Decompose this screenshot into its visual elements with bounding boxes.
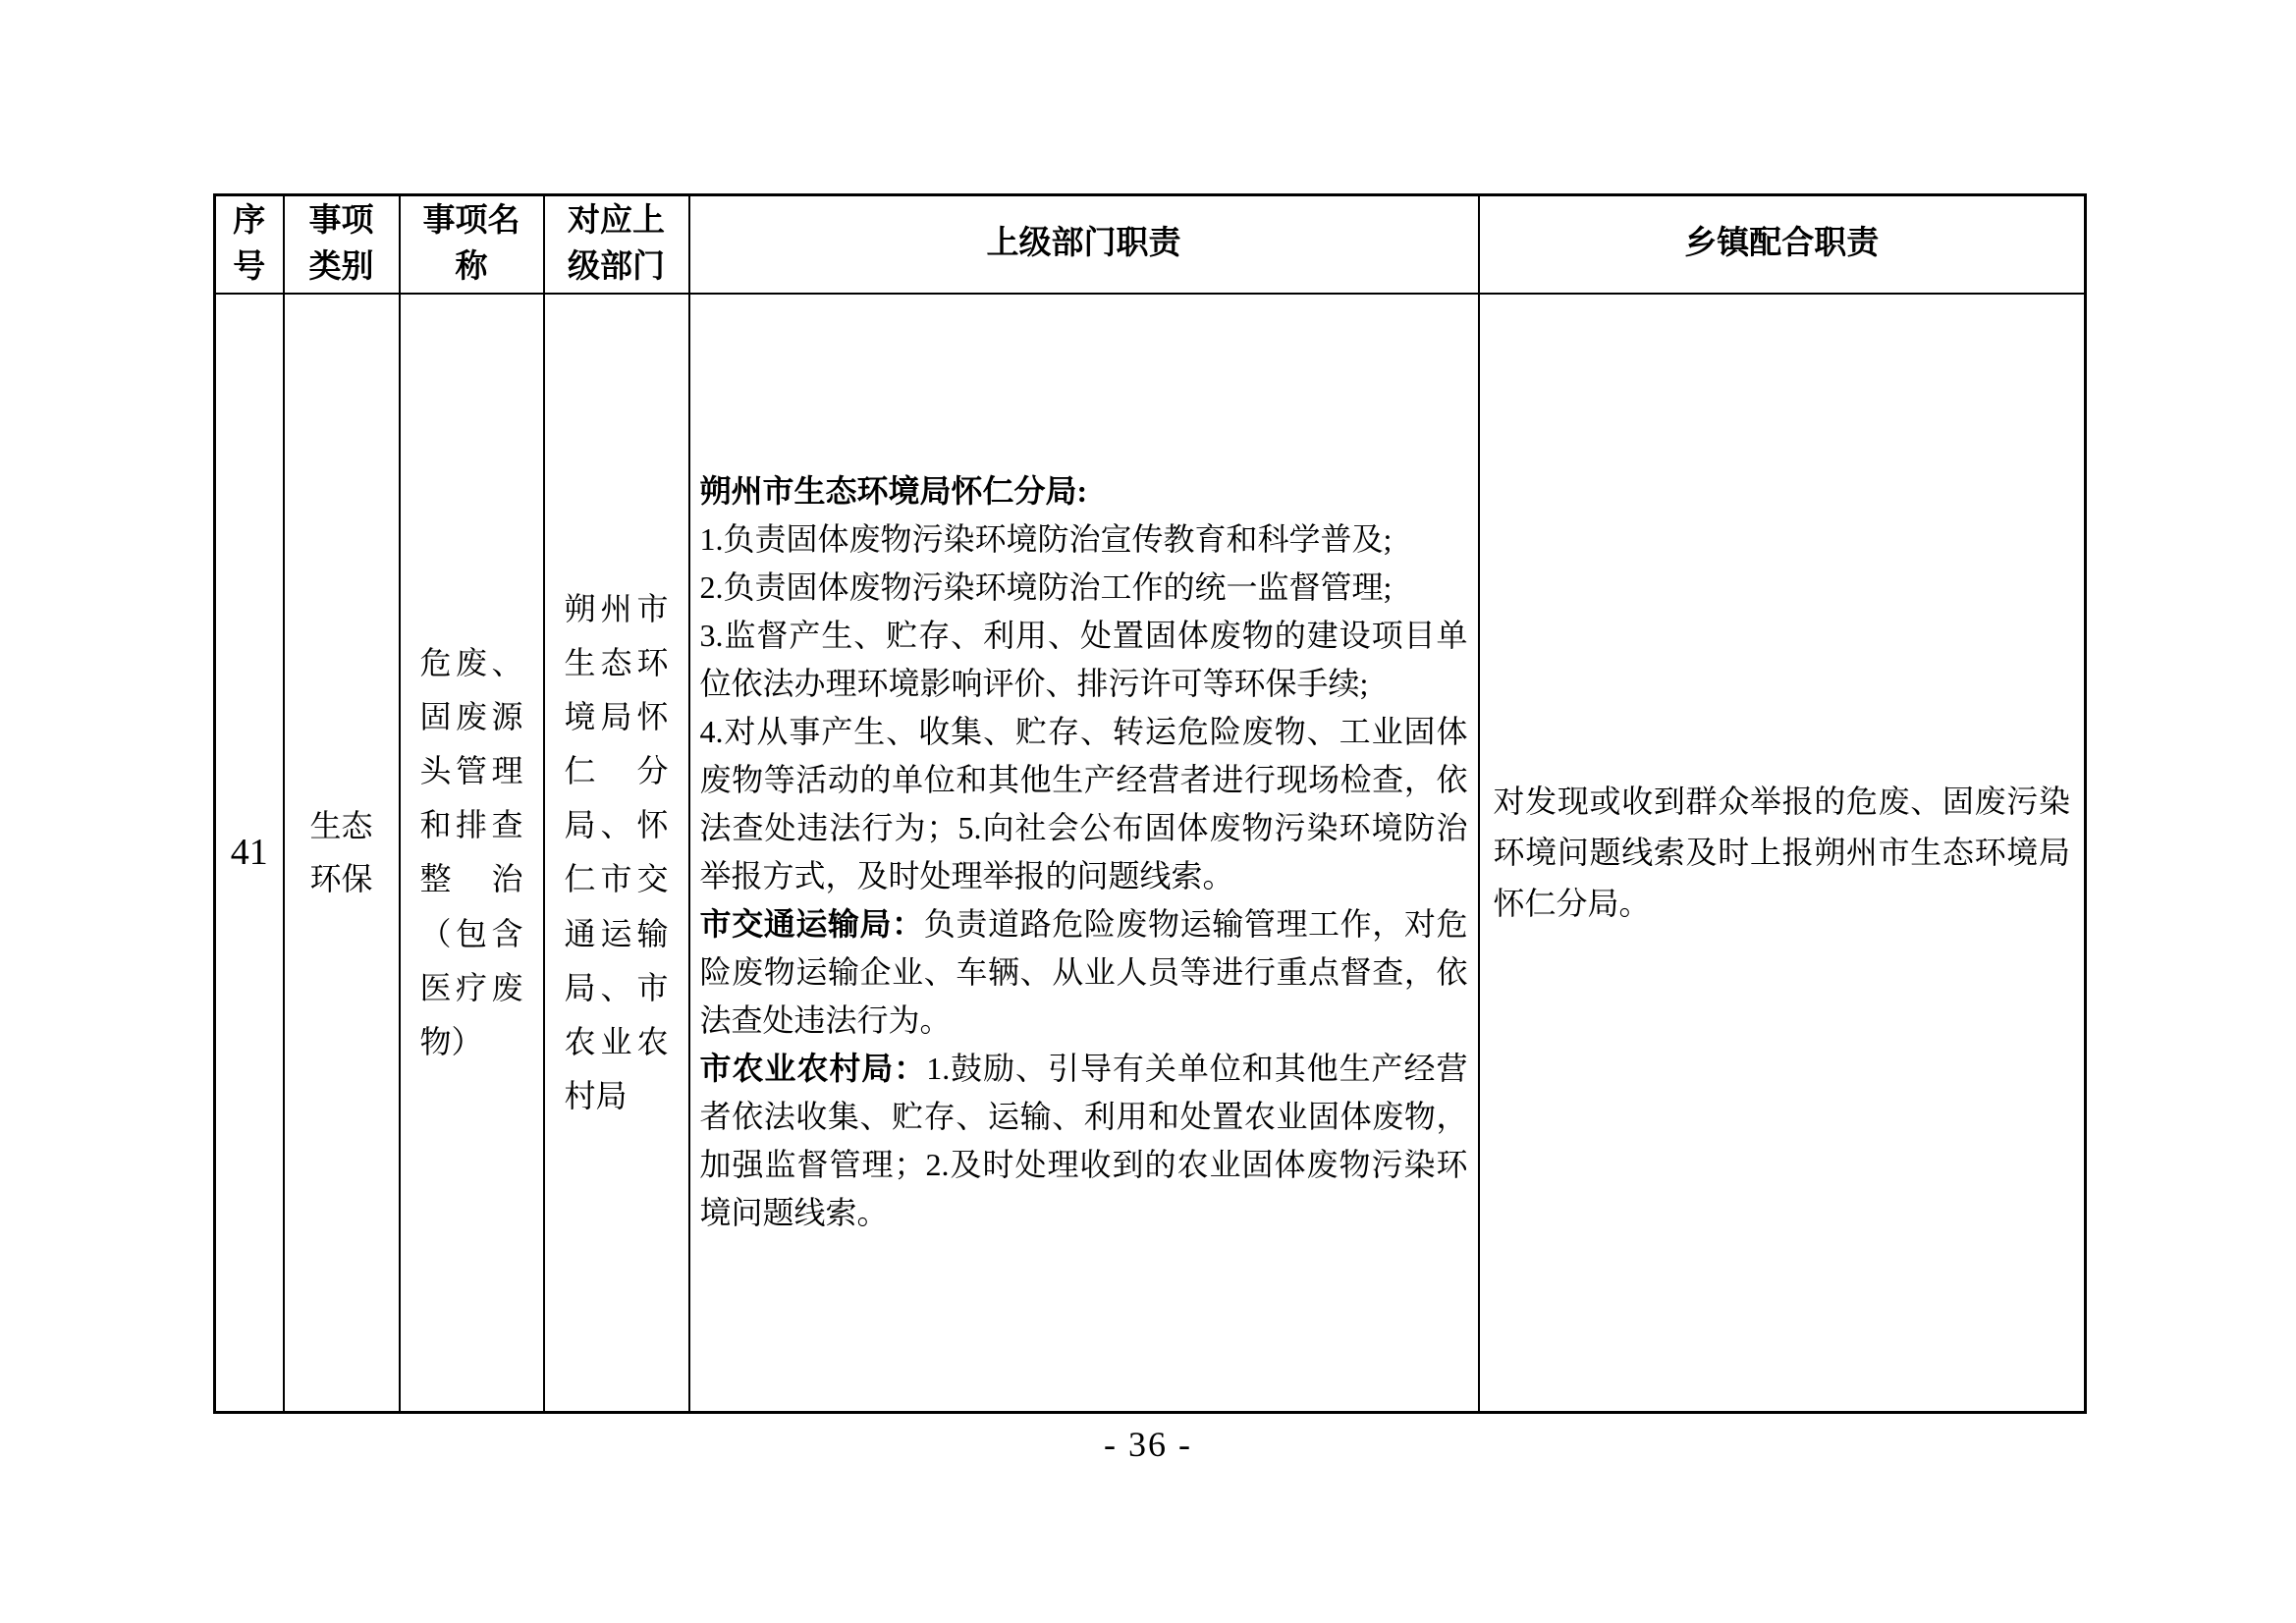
header-superior-duties: 上级部门职责 — [689, 195, 1479, 294]
township-duty-text: 对发现或收到群众举报的危废、固废污染环境问题线索及时上报朔州市生态环境局怀仁分局。 — [1493, 784, 2070, 922]
header-serial-no: 序号 — [215, 195, 284, 294]
duty-text: 4.对从事产生、收集、贮存、转运危险废物、工业固体废物等活动的单位和其他生产经营者进行现场检查，依法查处违法行为；5.向社会公布固体废物污染环境防治举报方式，及时处理举报的问题线索。 — [699, 714, 1468, 894]
header-item-category: 事项类别 — [284, 195, 400, 294]
table-row — [215, 294, 2086, 1413]
duty-paragraph — [700, 900, 1468, 1045]
duty-text: 1.鼓励、引导有关单位和其他生产经营者依法收集、贮存、运输、利用和处置农业固体废物，加强监督管理；2.及时处理收到的农业固体废物污染环境问题线索。 — [699, 1051, 1468, 1231]
superior-departments-text: 朔州市生态环境局怀仁分局、怀仁市交通运输局、市农业农村局 — [564, 591, 669, 1113]
item-name-text: 危废、固废源头管理和排查整治（包含医疗废物） — [419, 645, 523, 1059]
duty-paragraph — [700, 1045, 1468, 1237]
header-item-name: 事项名称 — [400, 195, 544, 294]
cell-superior-departments — [544, 294, 689, 1413]
duty-text: 1.负责固体废物污染环境防治宣传教育和科学普及; — [699, 521, 1393, 558]
header-row — [215, 195, 2086, 294]
cell-serial-no: 41 — [215, 294, 284, 1413]
duty-department-label: 市交通运输局： — [699, 906, 924, 943]
header-township-duties: 乡镇配合职责 — [1479, 195, 2086, 294]
page-number: - 36 - — [1104, 1425, 1192, 1464]
duty-paragraph — [700, 515, 1468, 564]
duty-text: 3.监督产生、贮存、利用、处置固体废物的建设项目单位依法办理环境影响评价、排污许可等环保手续; — [699, 618, 1468, 702]
duty-text: 2.负责固体废物污染环境防治工作的统一监督管理; — [699, 569, 1393, 606]
duty-table — [213, 193, 2087, 1414]
superior-duties-block — [700, 467, 1468, 1237]
cell-township-duties — [1479, 294, 2086, 1413]
duty-department-label: 市农业农村局： — [699, 1051, 927, 1087]
cell-item-category: 生态环保 — [284, 294, 400, 1413]
duty-text: 负责道路危险废物运输管理工作，对危险废物运输企业、车辆、从业人员等进行重点督查，依法查处违法行为。 — [699, 906, 1468, 1039]
cell-superior-duties — [689, 294, 1479, 1413]
cell-item-name — [400, 294, 544, 1413]
duty-paragraph — [700, 708, 1468, 900]
duty-paragraph — [700, 612, 1468, 708]
header-superior-department: 对应上级部门 — [544, 195, 689, 294]
duty-paragraph — [700, 564, 1468, 612]
duty-paragraph — [700, 467, 1468, 515]
duty-department-label: 朔州市生态环境局怀仁分局: — [699, 473, 1088, 510]
